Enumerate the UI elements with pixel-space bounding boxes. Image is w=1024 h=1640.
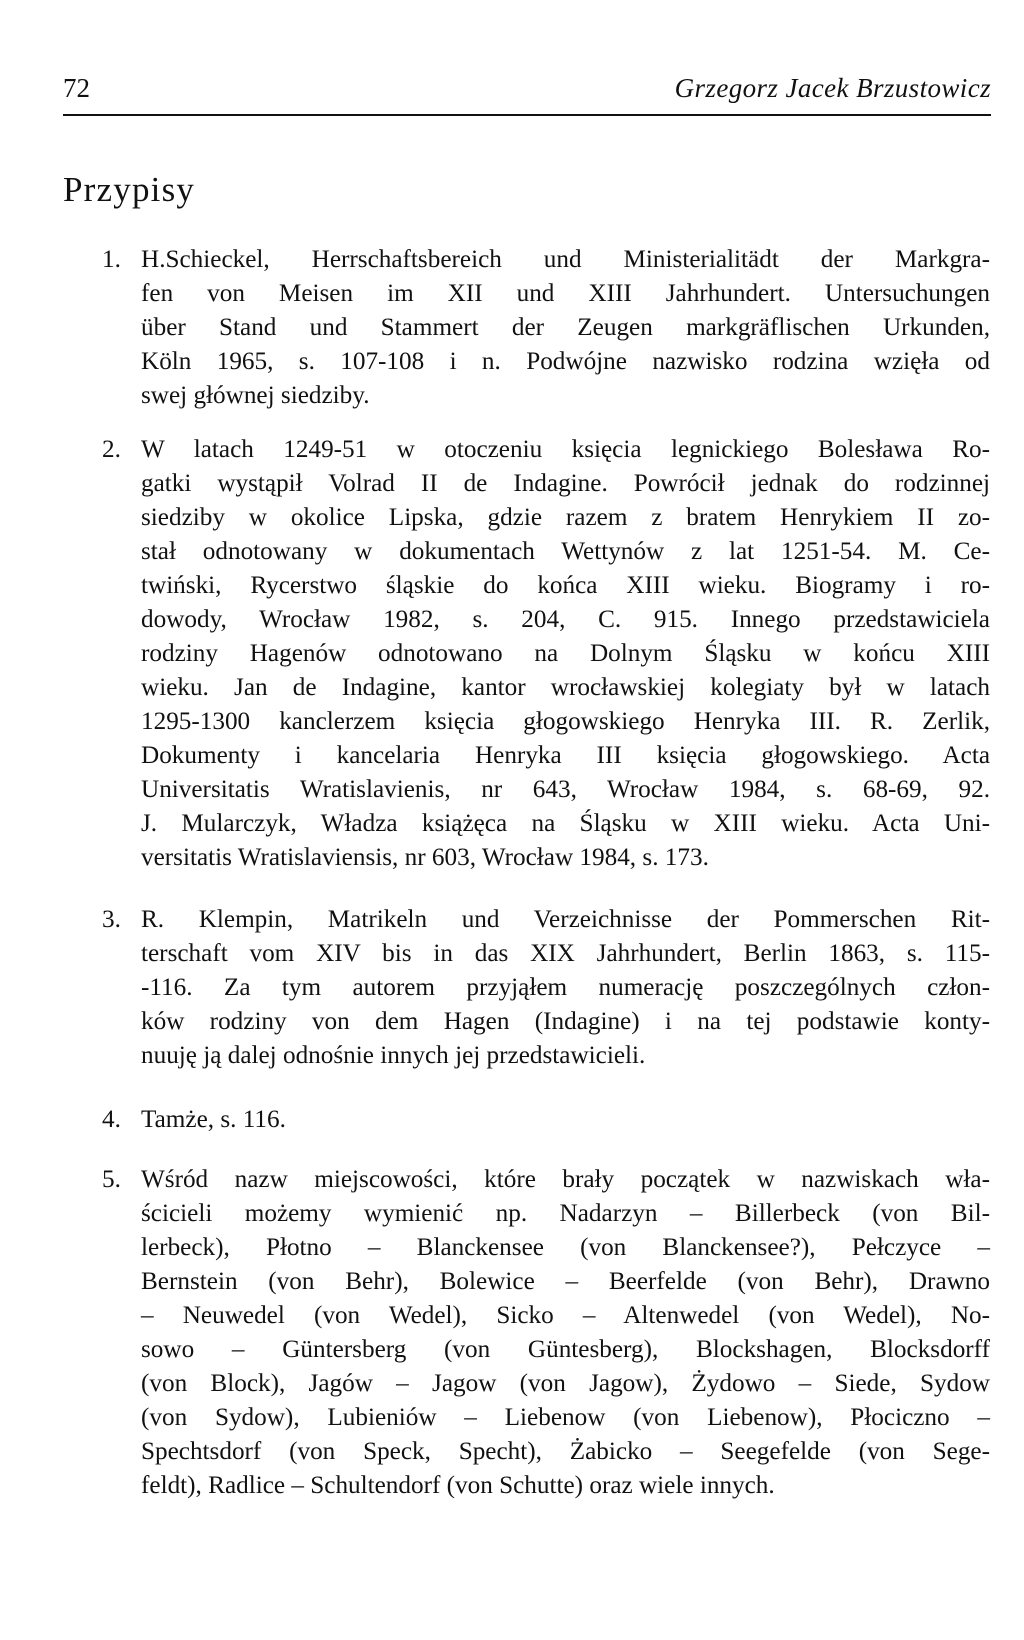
footnote-line: Spechtsdorf (von Speck, Specht), Żabicko – Seegefelde (von Sege- (141, 1438, 990, 1465)
footnote-text (141, 433, 990, 875)
footnote-line: Universitatis Wratislavienis, nr 643, Wrocław 1984, s. 68-69, 92. (141, 776, 990, 803)
footnote-line: Wśród nazw miejscowości, które brały początek w nazwiskach wła- (141, 1166, 990, 1193)
footnote-line: lerbeck), Płotno – Blanckensee (von Blanckensee?), Pełczyce – (141, 1234, 990, 1261)
footnote-line: versitatis Wratislaviensis, nr 603, Wrocław 1984, s. 173. (141, 844, 709, 871)
footnote-line: wieku. Jan de Indagine, kantor wrocławskiej kolegiaty był w latach (141, 674, 990, 701)
footnote-line: J. Mularczyk, Władza książęca na Śląsku w XIII wieku. Acta Uni- (141, 810, 990, 837)
footnote-line: Tamże, s. 116. (141, 1106, 286, 1133)
footnote-line: stał odnotowany w dokumentach Wettynów z lat 1251-54. M. Ce- (141, 538, 990, 565)
footnote-line: rodziny Hagenów odnotowano na Dolnym Śląsku w końcu XIII (141, 640, 990, 667)
footnote-line: ków rodziny von dem Hagen (Indagine) i na tej podstawie konty- (141, 1008, 990, 1035)
footnote-line: Dokumenty i kancelaria Henryka III księcia głogowskiego. Acta (141, 742, 990, 769)
footnote-text (141, 243, 990, 413)
footnote-line: siedziby w okolice Lipska, gdzie razem z bratem Henrykiem II zo- (141, 504, 990, 531)
author-running-head: Grzegorz Jacek Brzustowicz (674, 73, 991, 103)
footnote-line: nuuję ją dalej odnośnie innych jej przedstawicieli. (141, 1042, 646, 1069)
page-number: 72 (63, 73, 90, 103)
footnote-number: 2. (102, 436, 121, 463)
footnote-line: 1295-1300 kanclerzem księcia głogowskiego Henryka III. R. Zerlik, (141, 708, 990, 735)
footnote-line: feldt), Radlice – Schultendorf (von Schutte) oraz wiele innych. (141, 1472, 775, 1499)
footnote-number: 5. (102, 1166, 121, 1193)
footnote-line: gatki wystąpił Volrad II de Indagine. Powrócił jednak do rodzinnej (141, 470, 990, 497)
footnote-line: dowody, Wrocław 1982, s. 204, C. 915. Innego przedstawiciela (141, 606, 990, 633)
footnote-line: Bernstein (von Behr), Bolewice – Beerfelde (von Behr), Drawno (141, 1268, 990, 1295)
footnote-line: Köln 1965, s. 107-108 i n. Podwójne nazwisko rodzina wzięła od (141, 348, 990, 375)
footnote-line: sowo – Güntersberg (von Güntesberg), Blockshagen, Blocksdorff (141, 1336, 990, 1363)
footnote-text (141, 1163, 990, 1503)
footnote-line: terschaft vom XIV bis in das XIX Jahrhundert, Berlin 1863, s. 115- (141, 940, 990, 967)
footnote-line: ścicieli możemy wymienić np. Nadarzyn – Billerbeck (von Bil- (141, 1200, 990, 1227)
footnote-line: (von Block), Jagów – Jagow (von Jagow), Żydowo – Siede, Sydow (141, 1370, 990, 1397)
footnote-line: -116. Za tym autorem przyjąłem numerację poszczególnych człon- (141, 974, 990, 1001)
footnote-line: swej głównej siedziby. (141, 382, 370, 409)
footnote-text (141, 1103, 990, 1137)
footnote-line: – Neuwedel (von Wedel), Sicko – Altenwedel (von Wedel), No- (141, 1302, 990, 1329)
footnote-line: (von Sydow), Lubieniów – Liebenow (von Liebenow), Płociczno – (141, 1404, 990, 1431)
footnote-number: 4. (102, 1106, 121, 1133)
footnote-text (141, 903, 990, 1073)
footnote-line: über Stand und Stammert der Zeugen markgräflischen Urkunden, (141, 314, 990, 341)
footnote-number: 3. (102, 906, 121, 933)
footnote-line: twiński, Rycerstwo śląskie do końca XIII wieku. Biogramy i ro- (141, 572, 990, 599)
footnote-line: R. Klempin, Matrikeln und Verzeichnisse der Pommerschen Rit- (141, 906, 990, 933)
footnote-line: H.Schieckel, Herrschaftsbereich und Ministerialitädt der Markgra- (141, 246, 990, 273)
footnote-line: fen von Meisen im XII und XIII Jahrhundert. Untersuchungen (141, 280, 990, 307)
page-header (63, 68, 991, 116)
footnote-number: 1. (102, 246, 121, 273)
footnote-line: W latach 1249-51 w otoczeniu księcia legnickiego Bolesława Ro- (141, 436, 990, 463)
section-title: Przypisy (63, 170, 196, 209)
